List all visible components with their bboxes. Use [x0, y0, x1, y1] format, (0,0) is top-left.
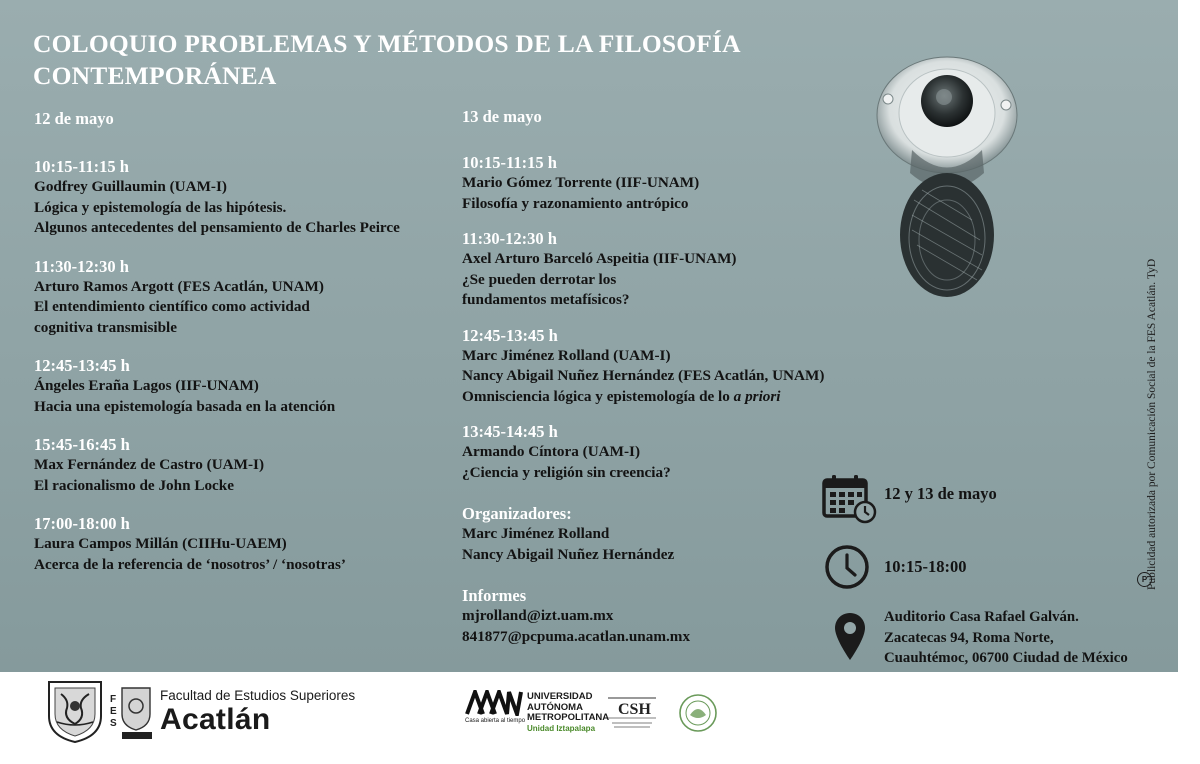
session-time: 12:45-13:45 h — [462, 325, 558, 345]
informes-label: Informes — [462, 586, 527, 605]
session-talk: cognitiva transmisible — [34, 318, 178, 336]
session-speaker: Ángeles Eraña Lagos (IIF-UNAM) — [34, 377, 259, 394]
session-time: 12:45-13:45 h — [34, 356, 130, 375]
contact-email[interactable]: 841877@pcpuma.acatlan.unam.mx — [462, 627, 691, 645]
uam-line: AUTÓNOMA — [527, 701, 583, 713]
publicity-mark-icon: P — [1137, 572, 1152, 587]
session — [34, 156, 464, 239]
session-time: 17:00-18:00 h — [34, 514, 130, 533]
svg-text:F: F — [110, 694, 117, 705]
csh-letters: CSH — [618, 701, 651, 718]
session-talk: ¿Se pueden derrotar los — [462, 270, 617, 288]
organizers-label: Organizadores: — [462, 504, 572, 523]
day-1-program — [34, 108, 464, 592]
day-1-label: 12 de mayo — [34, 109, 114, 128]
session-speaker: Max Fernández de Castro (UAM-I) — [34, 456, 265, 473]
session-talk: Lógica y epistemología de las hipótesis. — [34, 198, 287, 216]
organizer-name: Nancy Abigail Nuñez Hernández — [462, 545, 675, 563]
csh-logo-icon — [604, 694, 660, 732]
day-2-program — [462, 106, 882, 664]
lamp-photo — [872, 55, 1022, 305]
unam-seal-icon — [45, 678, 105, 744]
session — [462, 228, 882, 311]
fes-campus-name: Acatlán — [160, 703, 271, 736]
session-talk-italic: a priori — [733, 387, 781, 405]
session — [462, 325, 882, 408]
session — [34, 355, 464, 417]
session-speaker: Mario Gómez Torrente (IIF-UNAM) — [462, 174, 700, 191]
event-hours: 10:15-18:00 — [884, 557, 967, 576]
session-talk: Hacia una epistemología basada en la atención — [34, 397, 336, 415]
session-talk-text: Omnisciencia lógica y epistemología de lo — [462, 387, 730, 405]
session-talk: ¿Ciencia y religión sin creencia? — [462, 463, 671, 481]
uam-line: METROPOLITANA — [527, 712, 610, 723]
uam-unit: Unidad Iztapalapa — [527, 723, 596, 733]
svg-text:E: E — [110, 706, 117, 717]
venue-line: Zacatecas 94, Roma Norte, — [884, 629, 1054, 646]
day-2-label: 13 de mayo — [462, 107, 542, 126]
session-time: 15:45-16:45 h — [34, 435, 130, 454]
uam-wordmark — [527, 692, 609, 734]
organizer-name: Marc Jiménez Rolland — [462, 525, 610, 542]
map-pin-icon — [834, 612, 866, 662]
fes-acatlan-wordmark — [160, 688, 355, 736]
session-time: 13:45-14:45 h — [462, 422, 558, 441]
organizers — [462, 503, 882, 565]
clock-icon — [824, 544, 870, 590]
session-talk: Acerca de la referencia de ‘nosotros’ / ‘nosotras’ — [34, 555, 346, 573]
session — [34, 513, 464, 575]
session — [462, 421, 882, 483]
fes-faculty-name: Facultad de Estudios Superiores — [160, 688, 356, 703]
session-time: 10:15-11:15 h — [462, 153, 557, 172]
publicity-note: Publicidad autorizada por Comunicación Social de la FES Acatlán. TyD — [1146, 258, 1158, 590]
session-talk: Filosofía y razonamiento antrópico — [462, 194, 689, 212]
event-title — [33, 28, 833, 92]
session-speaker: Laura Campos Millán (CIIHu-UAEM) — [34, 535, 287, 552]
session-speaker: Axel Arturo Barceló Aspeitia (IIF-UNAM) — [462, 250, 737, 267]
session-talk: El racionalismo de John Locke — [34, 476, 234, 494]
event-title-line-1: COLOQUIO PROBLEMAS Y MÉTODOS DE LA FILOSOFÍA — [33, 29, 741, 58]
session-speaker: Godfrey Guillaumin (UAM-I) — [34, 178, 227, 195]
session-time: 11:30-12:30 h — [34, 256, 129, 276]
contact-email[interactable]: mjrolland@izt.uam.mx — [462, 607, 614, 624]
session-time: 10:15-11:15 h — [34, 157, 129, 176]
event-title-line-2: CONTEMPORÁNEA — [33, 61, 277, 90]
session-talk: Algunos antecedentes del pensamiento de Charles Peirce — [34, 219, 400, 236]
uam-logo-icon — [465, 690, 523, 716]
uam-motto: Casa abierta al tiempo — [465, 718, 526, 724]
fes-acatlan-seal-icon — [108, 684, 154, 742]
venue-line: Auditorio Casa Rafael Galván. — [884, 609, 1079, 625]
logo-footer — [0, 672, 1200, 764]
session-talk: El entendimiento científico como actividad — [34, 298, 310, 315]
event-date: 12 y 13 de mayo — [884, 484, 997, 503]
informes — [462, 585, 882, 647]
session-talk — [462, 387, 882, 408]
event-venue — [884, 607, 1128, 669]
session — [34, 256, 464, 339]
session-speaker: Nancy Abigail Nuñez Hernández (FES Acatlán, UNAM) — [462, 367, 825, 384]
session-talk: fundamentos metafísicos? — [462, 291, 630, 308]
green-seal-icon — [678, 693, 718, 733]
session-speaker: Arturo Ramos Argott (FES Acatlán, UNAM) — [34, 277, 324, 295]
session — [34, 434, 464, 496]
venue-line: Cuauhtémoc, 06700 Ciudad de México — [884, 650, 1128, 666]
svg-text:S: S — [110, 718, 117, 729]
session-speaker: Marc Jiménez Rolland (UAM-I) — [462, 346, 671, 364]
session-time: 11:30-12:30 h — [462, 229, 557, 248]
calendar-icon — [822, 474, 878, 524]
session — [462, 152, 882, 214]
uam-line: UNIVERSIDAD — [527, 691, 593, 702]
session-speaker: Armando Cíntora (UAM-I) — [462, 443, 641, 460]
